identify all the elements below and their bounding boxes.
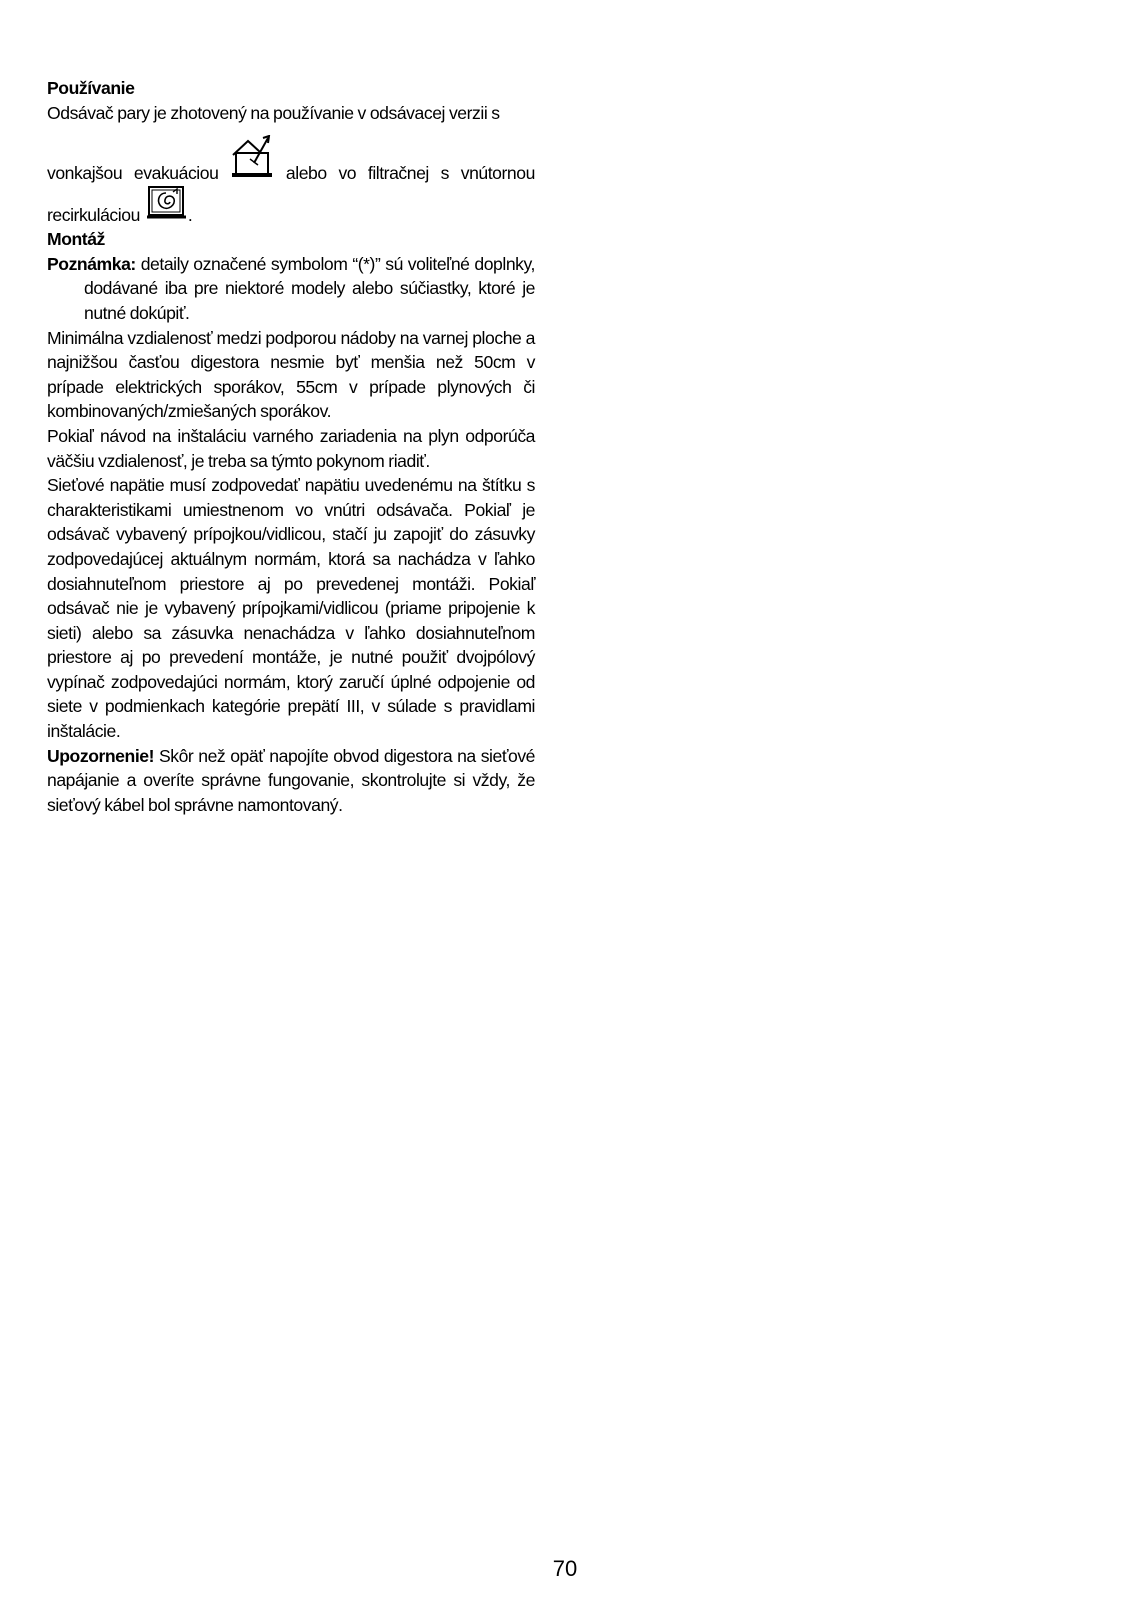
word: vonkajšou	[47, 162, 123, 183]
usage-line-3	[47, 185, 535, 227]
note-text: detaily označené symbolom “(*)” sú voliteľné doplnky, dodávané iba pre niektoré modely alebo súčiastky, ktoré je nutné dokúpiť.	[84, 253, 535, 323]
heading-assembly: Montáž	[47, 229, 105, 250]
warning-label: Upozornenie!	[47, 745, 155, 766]
word: vo	[338, 162, 357, 183]
usage-line-1: Odsávač pary je zhotovený na používanie v odsávacej verzii s	[47, 102, 500, 123]
heading-usage: Používanie	[47, 78, 135, 98]
paragraph-distance: Minimálna vzdialenosť medzi podporou nádoby na varnej ploche a najnižšou časťou digestora nesmie byť menšia než 50cm v prípade elektrických sporákov, 55cm v prípade plynových či kombinovaných/zmiešaných sporákov.	[47, 327, 535, 422]
word: filtračnej	[367, 162, 429, 183]
usage-line-2	[47, 141, 535, 185]
word: vnútornou	[460, 162, 535, 183]
paragraph-gas: Pokiaľ návod na inštaláciu varného zariadenia na plyn odporúča väčšiu vzdialenosť, je treba sa týmto pokynom riadiť.	[47, 425, 535, 471]
word: evakuáciou	[133, 162, 219, 183]
word: alebo	[285, 162, 327, 183]
word: s	[440, 162, 449, 183]
warning-paragraph	[47, 744, 535, 818]
note-label: Poznámka:	[47, 253, 136, 274]
house-exhaust-icon	[230, 135, 274, 186]
warning-text: Skôr než opäť napojíte obvod digestora na sieťové napájanie a overíte správne fungovanie, skontrolujte si vždy, že sieťový kábel bol správne namontovaný.	[47, 745, 535, 815]
recirculation-icon	[146, 183, 188, 228]
word: recirkuláciou	[47, 204, 140, 225]
note-paragraph	[47, 252, 535, 326]
page-number: 70	[552, 1556, 578, 1581]
text-column	[47, 76, 535, 817]
paragraph-voltage: Sieťové napätie musí zodpovedať napätiu uvedenému na štítku s charakteristikami umiestnenom vo vnútri odsávača. Pokiaľ je odsávač vybavený prípojkou/vidlicou, stačí ju zapojiť do zásuvky zodpovedajúcej aktuálnym normám, ktorá sa nachádza v ľahko dosiahnuteľnom priestore aj po prevedenej montáži. Pokiaľ odsávač nie je vybavený prípojkami/vidlicou (priame pripojenie k sieti) alebo sa zásuvka nenachádza v ľahko dosiahnuteľnom priestore aj po prevedení montáže, je nutné použiť dvojpólový vypínač zodpovedajúci normám, ktorý zaručí úplné odpojenie od siete v podmienkach kategórie prepätí III, v súlade s pravidlami inštalácie.	[47, 475, 535, 742]
word: .	[187, 204, 193, 225]
